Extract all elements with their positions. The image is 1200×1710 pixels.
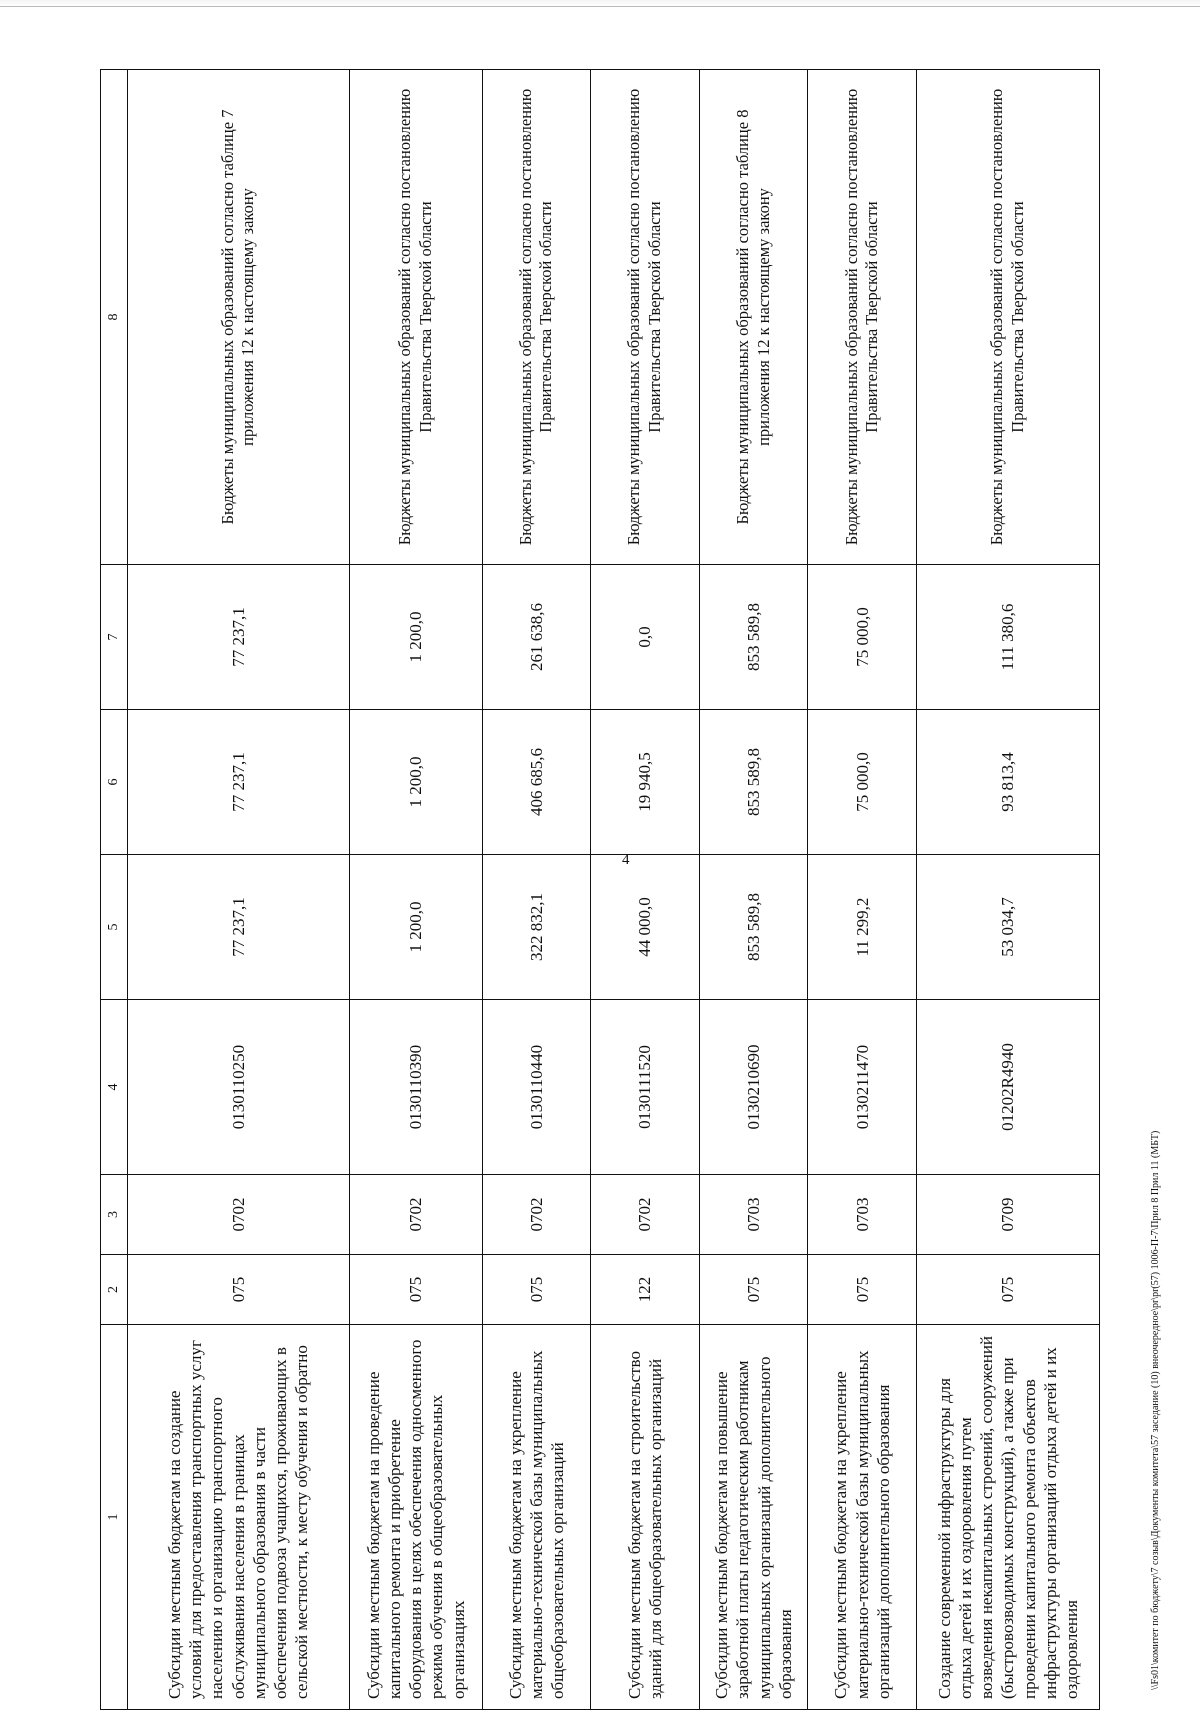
- section-code: 0703: [808, 1175, 917, 1255]
- amount-year-2: 853 589,8: [699, 710, 808, 855]
- ministry-code: 122: [591, 1255, 700, 1325]
- amount-year-3: 853 589,8: [699, 565, 808, 710]
- table-row: [917, 70, 1100, 1710]
- distribution-source: Бюджеты муниципальных образований согласно постановлению Правительства Тверской области: [482, 70, 591, 565]
- amount-year-1: 53 034,7: [917, 855, 1100, 1000]
- table-row: [482, 70, 591, 1710]
- target-article-code: 0130110390: [349, 1000, 482, 1175]
- target-article-code: 01202R4940: [917, 1000, 1100, 1175]
- subsidy-description: Создание современной инфраструктуры для отдыха детей и их оздоровления путем возведения некапитальных строений, сооружений (быстровозводимых конструкций), а также при проведении капитального ремонта объектов инфраструктуры организаций отдыха детей и их оздоровления: [917, 1325, 1100, 1710]
- scan-edge: [0, 0, 1200, 7]
- distribution-source: Бюджеты муниципальных образований согласно таблице 8 приложения 12 к настоящему закону: [699, 70, 808, 565]
- target-article-code: 0130211470: [808, 1000, 917, 1175]
- distribution-source: Бюджеты муниципальных образований согласно постановлению Правительства Тверской области: [917, 70, 1100, 565]
- ministry-code: 075: [808, 1255, 917, 1325]
- section-code: 0702: [128, 1175, 350, 1255]
- amount-year-1: 322 832,1: [482, 855, 591, 1000]
- amount-year-2: 93 813,4: [917, 710, 1100, 855]
- distribution-source: Бюджеты муниципальных образований согласно постановлению Правительства Тверской области: [808, 70, 917, 565]
- column-number: 1: [101, 1325, 128, 1710]
- amount-year-1: 77 237,1: [128, 855, 350, 1000]
- ministry-code: 075: [699, 1255, 808, 1325]
- distribution-source: Бюджеты муниципальных образований согласно постановлению Правительства Тверской области: [349, 70, 482, 565]
- column-number: 8: [101, 70, 128, 565]
- ministry-code: 075: [128, 1255, 350, 1325]
- amount-year-2: 1 200,0: [349, 710, 482, 855]
- section-code: 0703: [699, 1175, 808, 1255]
- subsidy-description: Субсидии местным бюджетам на проведение капитального ремонта и приобретение оборудования в целях обеспечения односменного режима обучения в общеобразовательных организациях: [349, 1325, 482, 1710]
- amount-year-2: 406 685,6: [482, 710, 591, 855]
- ministry-code: 075: [349, 1255, 482, 1325]
- table-row: [591, 70, 700, 1710]
- target-article-code: 0130110440: [482, 1000, 591, 1175]
- subsidy-description: Субсидии местным бюджетам на строительство зданий для общеобразовательных организаций: [591, 1325, 700, 1710]
- target-article-code: 0130110250: [128, 1000, 350, 1175]
- subsidy-description: Субсидии местным бюджетам на создание условий для предоставления транспортных услуг населению и организацию транспортного обслуживания населения в границах муниципального образования в части обеспечения подвоза учащихся, проживающих в сельской местности, к месту обучения и обратно: [128, 1325, 350, 1710]
- amount-year-1: 11 299,2: [808, 855, 917, 1000]
- amount-year-3: 77 237,1: [128, 565, 350, 710]
- table-row: [699, 70, 808, 1710]
- target-article-code: 0130111520: [591, 1000, 700, 1175]
- column-number: 3: [101, 1175, 128, 1255]
- table-row: [349, 70, 482, 1710]
- ministry-code: 075: [917, 1255, 1100, 1325]
- column-number: 7: [101, 565, 128, 710]
- section-code: 0702: [591, 1175, 700, 1255]
- section-code: 0702: [482, 1175, 591, 1255]
- amount-year-2: 19 940,5: [591, 710, 700, 855]
- subsidy-description: Субсидии местным бюджетам на укрепление материально-технической базы муниципальных организаций дополнительного образования: [808, 1325, 917, 1710]
- amount-year-3: 261 638,6: [482, 565, 591, 710]
- amount-year-2: 77 237,1: [128, 710, 350, 855]
- target-article-code: 0130210690: [699, 1000, 808, 1175]
- section-code: 0709: [917, 1175, 1100, 1255]
- subsidy-description: Субсидии местным бюджетам на повышение заработной платы педагогическим работникам муниципальных организаций дополнительного образования: [699, 1325, 808, 1710]
- column-numbers-row: [101, 70, 128, 1710]
- subsidy-description: Субсидии местным бюджетам на укрепление материально-технической базы муниципальных общеобразовательных организаций: [482, 1325, 591, 1710]
- file-path-footer: \\Fs01\комитет по бюджету\7 созыв\Документы комитета\57 заседание (10) внеочередное\pr\pr(57) 1006-П-7\Прил 8 Прил 11 (МБТ): [1150, 1130, 1161, 1690]
- amount-year-3: 1 200,0: [349, 565, 482, 710]
- rotated-table-container: [100, 70, 1100, 1710]
- table-row: [128, 70, 350, 1710]
- page-number: 4: [622, 852, 630, 868]
- amount-year-1: 1 200,0: [349, 855, 482, 1000]
- distribution-source: Бюджеты муниципальных образований согласно таблице 7 приложения 12 к настоящему закону: [128, 70, 350, 565]
- column-number: 6: [101, 710, 128, 855]
- subsidies-table: [100, 69, 1100, 1710]
- ministry-code: 075: [482, 1255, 591, 1325]
- amount-year-3: 0,0: [591, 565, 700, 710]
- column-number: 5: [101, 855, 128, 1000]
- section-code: 0702: [349, 1175, 482, 1255]
- distribution-source: Бюджеты муниципальных образований согласно постановлению Правительства Тверской области: [591, 70, 700, 565]
- amount-year-3: 75 000,0: [808, 565, 917, 710]
- column-number: 2: [101, 1255, 128, 1325]
- amount-year-1: 853 589,8: [699, 855, 808, 1000]
- amount-year-2: 75 000,0: [808, 710, 917, 855]
- amount-year-1: 44 000,0: [591, 855, 700, 1000]
- amount-year-3: 111 380,6: [917, 565, 1100, 710]
- column-number: 4: [101, 1000, 128, 1175]
- table-row: [808, 70, 917, 1710]
